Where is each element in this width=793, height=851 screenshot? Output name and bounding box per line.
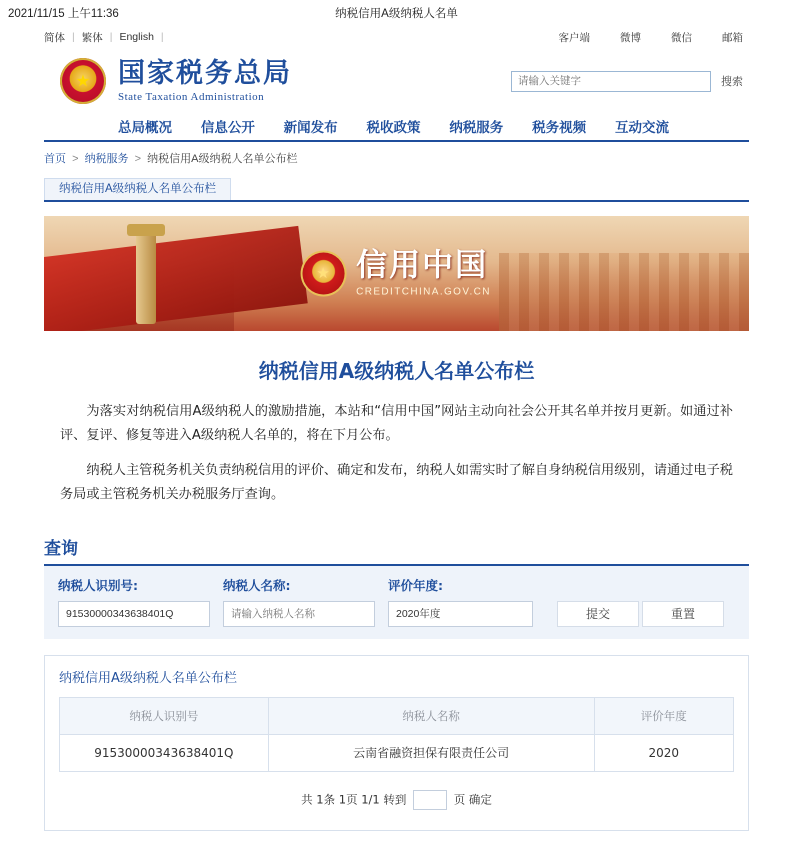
utility-link-weibo[interactable]: 微博: [620, 31, 641, 44]
breadcrumb-separator: >: [134, 153, 142, 165]
site-logo[interactable]: [118, 59, 292, 103]
nav-item-interaction[interactable]: 互动交流: [614, 120, 669, 135]
taxpayer-id-input[interactable]: [58, 601, 210, 627]
banner-right-scene: [499, 253, 749, 331]
pagination: [45, 772, 748, 830]
banner-emblem-icon: [302, 253, 344, 295]
query-form: [44, 566, 749, 639]
main-navigation: [44, 112, 749, 142]
article-paragraph-1: 为落实对纳税信用A级纳税人的激励措施，本站和“信用中国”网站主动向社会公开其名单并按月更新。如通过补评、复评、修复等进入A级纳税人名单的，将在下月公布。: [60, 404, 733, 444]
browser-document-title: 纳税信用A级纳税人名单: [335, 8, 458, 20]
section-tab-bar: [44, 176, 749, 202]
query-form-labels: [58, 576, 735, 594]
lang-divider: |: [109, 31, 113, 43]
label-taxpayer-name: 纳税人名称:: [223, 577, 291, 593]
reset-button[interactable]: 重置: [642, 601, 724, 627]
site-header: [0, 48, 793, 112]
nav-item-video[interactable]: 税务视频: [532, 120, 587, 135]
page-number-input[interactable]: [413, 790, 447, 810]
breadcrumb-current: 纳税信用A级纳税人名单公布栏: [147, 153, 298, 165]
pagination-confirm-button[interactable]: 确定: [468, 792, 492, 807]
eval-year-select[interactable]: [388, 601, 533, 627]
search-button[interactable]: 搜索: [721, 73, 743, 89]
lang-english[interactable]: English: [119, 31, 154, 43]
status-clock: 2021/11/15 上午11:36: [8, 8, 119, 20]
site-title-cn: 国家税务总局: [118, 58, 292, 90]
nav-item-disclosure[interactable]: 信息公开: [200, 120, 255, 135]
column-header-taxpayer-name: 纳税人名称: [268, 697, 594, 734]
banner-title: 信用中国: [356, 247, 489, 283]
nav-item-news[interactable]: 新闻发布: [283, 120, 338, 135]
query-form-fields: [58, 601, 735, 627]
column-header-taxpayer-id: 纳税人识别号: [60, 697, 269, 734]
results-panel-title: 纳税信用A级纳税人名单公布栏: [59, 670, 237, 686]
banner-huabiao-pillar: [136, 232, 156, 324]
results-table: [59, 697, 734, 772]
query-section-header: [44, 534, 749, 566]
national-emblem-icon: [60, 58, 106, 104]
lang-divider: |: [72, 31, 75, 43]
breadcrumb-separator: >: [72, 153, 79, 165]
cell-eval-year: 2020: [594, 734, 734, 771]
pagination-unit: 页: [453, 792, 466, 807]
label-eval-year: 评价年度:: [388, 577, 443, 593]
column-header-eval-year: 评价年度: [594, 697, 734, 734]
breadcrumb-home[interactable]: 首页: [44, 153, 66, 165]
nav-item-overview[interactable]: 总局概况: [118, 120, 172, 135]
breadcrumb-level2[interactable]: 纳税服务: [84, 153, 129, 165]
utility-links: [559, 30, 752, 45]
nav-item-services[interactable]: 纳税服务: [449, 120, 504, 135]
banner-subtitle: CREDITCHINA.GOV.CN: [356, 286, 491, 297]
cell-taxpayer-id: 91530000343638401Q: [60, 734, 269, 771]
site-search: [511, 71, 743, 92]
pagination-summary: 共 1条 1页 1/1 转到: [301, 792, 407, 807]
language-switcher: [44, 30, 164, 45]
page-title: 纳税信用A级纳税人名单公布栏: [258, 359, 535, 383]
label-taxpayer-id: 纳税人识别号:: [58, 577, 138, 593]
webpage: [0, 26, 793, 831]
utility-link-client[interactable]: 客户端: [558, 31, 590, 44]
tab-a-level-list[interactable]: 纳税信用A级纳税人名单公布栏: [44, 178, 231, 200]
credit-china-banner[interactable]: [44, 216, 749, 331]
site-title-en: State Taxation Administration: [118, 90, 265, 103]
table-header-row: [60, 697, 734, 734]
taxpayer-name-input[interactable]: [223, 601, 375, 627]
cell-taxpayer-name: 云南省融资担保有限责任公司: [268, 734, 594, 771]
table-row[interactable]: [60, 734, 734, 771]
results-panel: [44, 655, 749, 831]
lang-simplified[interactable]: 简体: [44, 31, 65, 44]
utility-bar: [0, 26, 793, 48]
search-input[interactable]: [511, 71, 711, 92]
utility-link-mail[interactable]: 邮箱: [722, 31, 743, 44]
submit-button[interactable]: 提交: [557, 601, 639, 627]
lang-divider: |: [160, 31, 164, 43]
article-paragraph-2: 纳税人主管税务机关负责纳税信用的评价、确定和发布，纳税人如需实时了解自身纳税信用级别，请通过电子税务局或主管税务机关办税服务厅查询。: [60, 462, 733, 503]
os-status-bar: [0, 0, 793, 26]
utility-link-wechat[interactable]: 微信: [671, 31, 692, 44]
nav-item-policy[interactable]: 税收政策: [366, 120, 421, 135]
query-section-title: 查询: [44, 538, 78, 559]
lang-traditional[interactable]: 繁体: [81, 31, 103, 44]
breadcrumb: [0, 142, 793, 172]
banner-center-block: [302, 247, 491, 297]
